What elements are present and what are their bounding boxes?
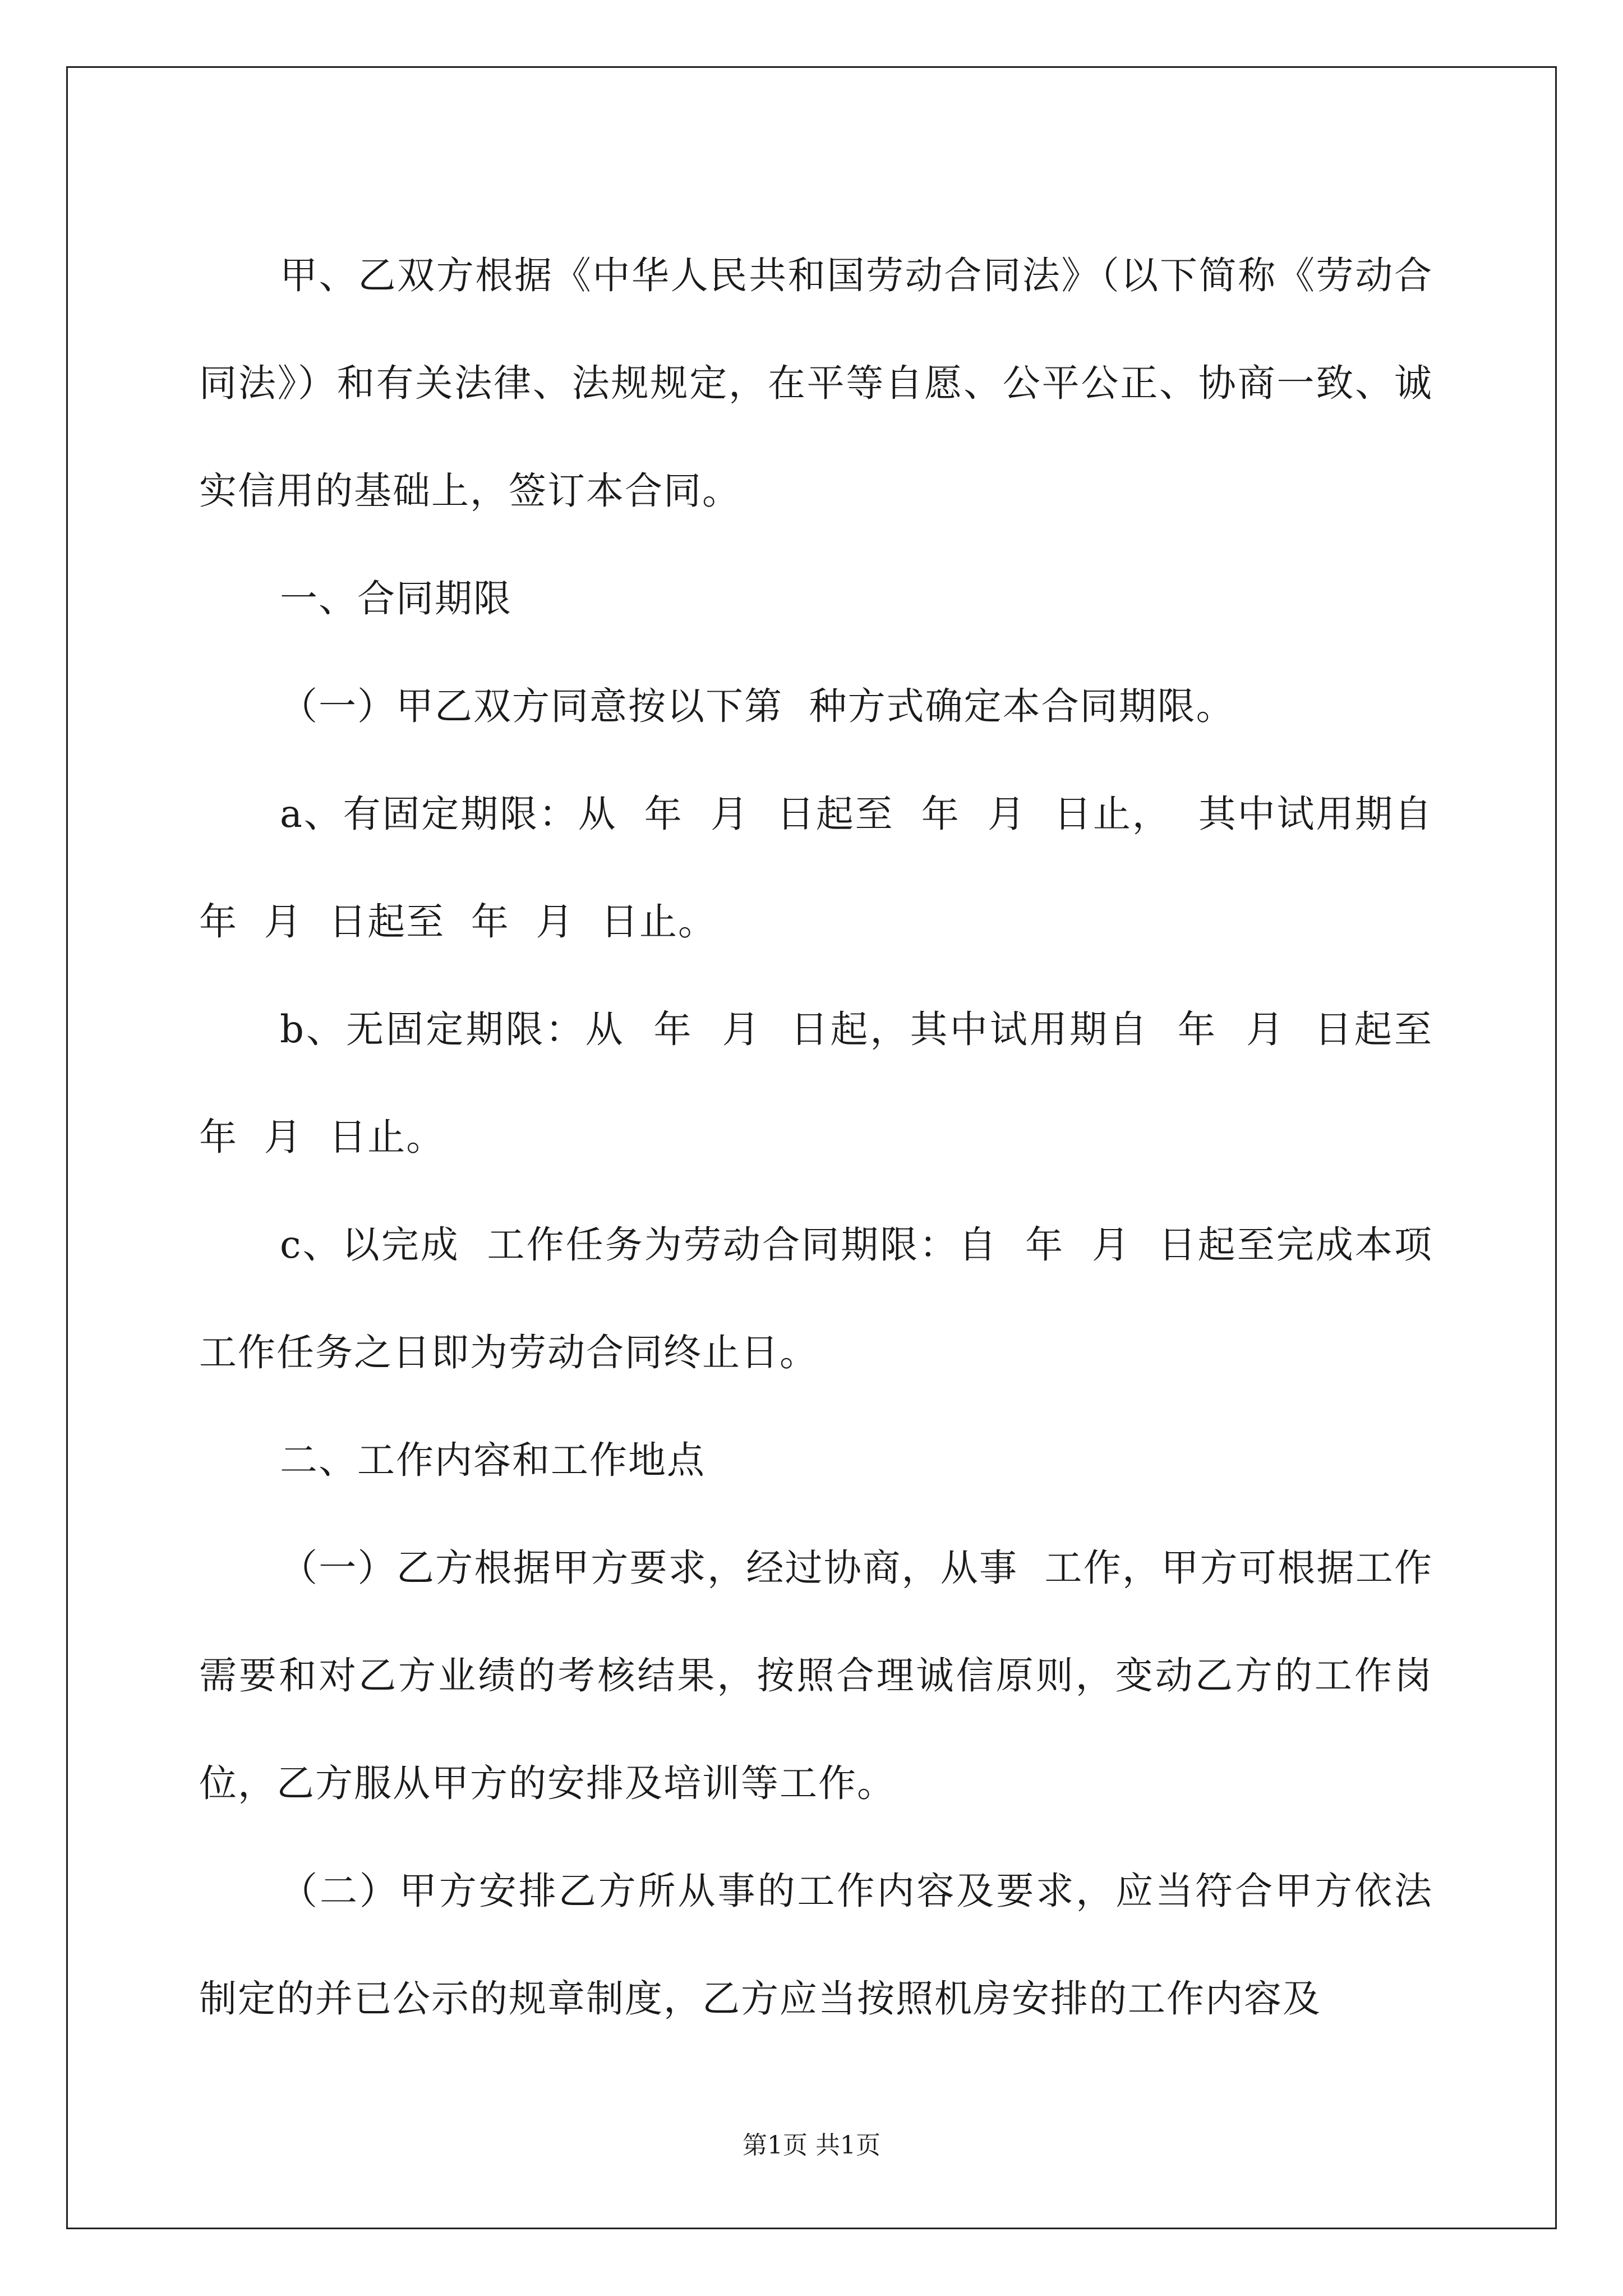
paragraph-term-method: （一）甲乙双方同意按以下第 种方式确定本合同期限。 — [280, 684, 1235, 728]
paragraph-fixed-term: a、有固定期限：从 年 月 日起至 年 月 日止， 其中试用期自 年 月 日起至 年 月 日止。 — [199, 792, 1459, 944]
paragraph-preamble: 甲、乙双方根据《中华人民共和国劳动合同法》（以下简称《劳动合同法》）和有关法律、法规规定，在平等自愿、公平公正、协商一致、诚实信用的基础上，签订本合同。 — [199, 254, 1433, 513]
paragraph-open-term: b、无固定期限：从 年 月 日起，其中试用期自 年 月 日起至 年 月 日止。 — [199, 1007, 1459, 1159]
section-heading-contract-term: 一、合同期限 — [280, 577, 512, 620]
page-number-footer: 第1页 共1页 — [743, 2131, 880, 2160]
section-heading-work-content: 二、工作内容和工作地点 — [280, 1438, 706, 1482]
paragraph-work-requirements: （二）甲方安排乙方所从事的工作内容及要求，应当符合甲方依法制定的并已公示的规章制度，乙方应当按照机房安排的工作内容及 — [199, 1869, 1433, 2021]
paragraph-task-term: c、以完成 工作任务为劳动合同期限：自 年 月 日起至完成本项工作任务之日即为劳动合同终止日。 — [199, 1223, 1433, 1374]
document-body — [199, 222, 1459, 2053]
paragraph-work-assignment: （一）乙方根据甲方要求，经过协商，从事 工作，甲方可根据工作需要和对乙方业绩的考核结果，按照合理诚信原则，变动乙方的工作岗位，乙方服从甲方的安排及培训等工作。 — [199, 1546, 1433, 1805]
